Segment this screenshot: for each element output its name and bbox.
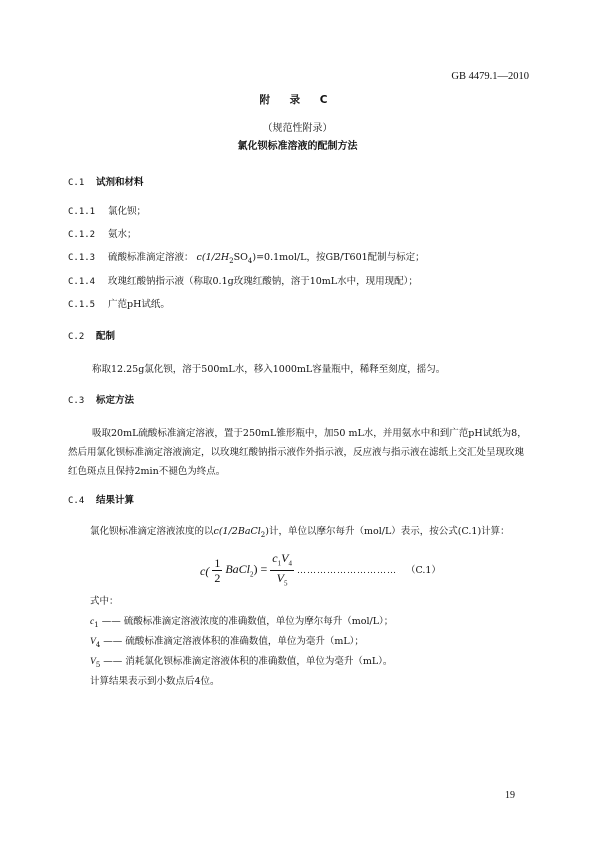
formula-lhs-c: c( <box>200 563 210 578</box>
section-c4-heading <box>68 496 134 506</box>
section-c2-heading <box>68 332 115 342</box>
definition-text: —— 硫酸标准滴定溶液体积的准确数值，单位为毫升（mL）； <box>100 636 364 647</box>
calc-text: 氯化钡标准滴定溶液浓度的以 <box>90 526 214 537</box>
item-c15 <box>68 300 170 310</box>
definition-v5 <box>90 657 392 669</box>
calibration-paragraph: 吸取20mL硫酸标准滴定溶液，置于250mL锥形瓶中，加50 mL水，并用氨水中和到广范pH试纸为8，然后用氯化钡标准滴定溶液滴定，以玫瑰红酸钠指示液作外指示液，反应液与指示液在滤纸上交汇处呈现玫瑰红色斑点且保持2min不褪色为终点。 <box>68 428 527 477</box>
subscript: 2 <box>250 570 254 579</box>
item-number: C.1.4 <box>68 277 96 287</box>
subscript: 1 <box>277 559 282 568</box>
leader-dots: ………………………… <box>296 565 397 576</box>
standard-number: GB 4479.1—2010 <box>451 71 529 82</box>
section-c3-heading <box>68 396 134 406</box>
annex-nature: （规范性附录） <box>262 123 333 134</box>
item-number: C.1.2 <box>68 230 96 240</box>
section-title: 试剂和材料 <box>96 177 144 188</box>
subscript: 5 <box>95 660 101 669</box>
symbol: V <box>90 657 96 667</box>
preparation-paragraph: 称取12.25g氯化钡，溶于500mL水，移入1000mL容量瓶中，稀释至刻度，摇匀。 <box>92 364 446 375</box>
item-number: C.1.3 <box>68 253 96 263</box>
symbol-c: c <box>272 551 278 565</box>
item-number: C.1.1 <box>68 207 96 217</box>
definition-text: —— 硫酸标准滴定溶液浓度的准确数值，单位为摩尔每升（mol/L）； <box>98 616 394 627</box>
item-text: 氯化钡； <box>108 206 147 217</box>
definition-v4 <box>90 637 364 649</box>
where-intro: 式中： <box>90 596 119 607</box>
annex-label: 附 录 C <box>259 94 336 106</box>
result-fraction <box>270 551 294 591</box>
formula-number: （C.1） <box>405 565 441 577</box>
page-number: 19 <box>505 790 515 801</box>
subscript: 4 <box>288 559 292 568</box>
calc-text-tail: )计，单位以摩尔每升（mol/L）表示，按公式(C.1)计算： <box>265 526 510 537</box>
symbol: c <box>90 617 95 627</box>
section-title: 标定方法 <box>96 395 135 406</box>
subscript: 2 <box>229 256 234 265</box>
subscript: 5 <box>284 579 288 588</box>
item-text: 硫酸标准滴定溶液： <box>108 252 194 263</box>
item-text: 氨水； <box>108 229 137 240</box>
calc-symbol: c(1/2BaCl <box>213 526 261 537</box>
subscript: 4 <box>247 256 253 265</box>
concentration-symbol: c(1/2H <box>196 252 230 263</box>
section-c1-heading <box>68 178 144 188</box>
symbol-v: V <box>281 551 289 565</box>
formula-equals: ) = <box>253 562 268 577</box>
symbol: V <box>90 637 96 647</box>
definition-text: —— 消耗氯化钡标准滴定溶液体积的准确数值，单位为毫升（mL）。 <box>100 656 393 667</box>
item-number: C.1.5 <box>68 300 96 310</box>
item-text: 广范pH试纸。 <box>108 299 170 310</box>
annex-title: 氯化钡标准溶液的配制方法 <box>237 141 358 152</box>
symbol-v: V <box>276 571 285 586</box>
result-precision-note: 计算结果表示到小数点后4位。 <box>90 676 220 687</box>
definition-c1 <box>90 617 393 629</box>
formula-bacl: BaCl <box>225 562 250 577</box>
calculation-intro <box>90 527 510 539</box>
result-denominator <box>270 571 294 590</box>
section-number: C.4 <box>68 496 85 506</box>
item-c14 <box>68 277 418 287</box>
subscript: 2 <box>260 530 266 539</box>
formula-c1 <box>200 551 441 591</box>
item-c11 <box>68 207 146 217</box>
section-title: 结果计算 <box>96 495 135 506</box>
subscript: 1 <box>94 620 99 629</box>
section-number: C.1 <box>68 178 85 188</box>
item-text-tail: )=0.1mol/L，按GB/T601配制与标定； <box>252 252 425 263</box>
section-number: C.2 <box>68 332 85 342</box>
section-number: C.3 <box>68 396 85 406</box>
item-c12 <box>68 230 137 240</box>
fraction-denominator: 2 <box>214 571 221 586</box>
fraction-numerator: 1 <box>214 556 221 571</box>
section-title: 配制 <box>96 331 116 342</box>
result-numerator <box>270 551 294 571</box>
formula-text: SO <box>233 252 248 263</box>
half-fraction <box>212 556 222 585</box>
item-text: 玫瑰红酸钠指示液（称取0.1g玫瑰红酸钠，溶于10mL水中，现用现配）； <box>108 276 418 287</box>
subscript: 4 <box>95 640 101 649</box>
item-c13 <box>68 253 425 265</box>
